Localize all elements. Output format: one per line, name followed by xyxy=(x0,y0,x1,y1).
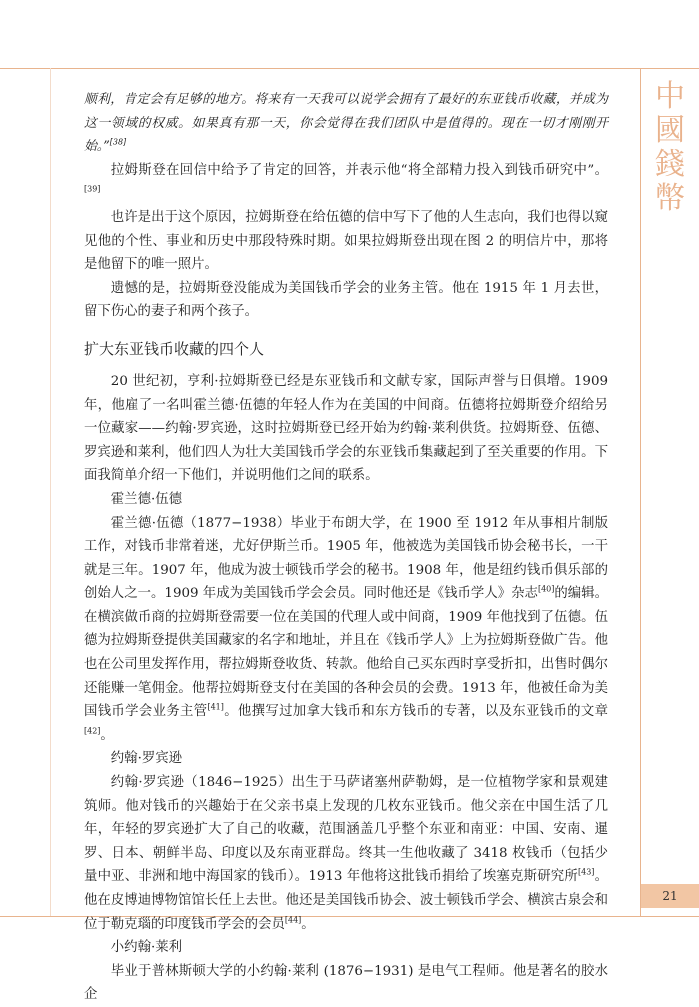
subheading-wood: 霍兰德·伍德 xyxy=(110,491,183,507)
side-title xyxy=(647,80,693,216)
page-body xyxy=(84,88,608,1007)
page-number: 21 xyxy=(662,889,678,903)
paragraph-3: 遗憾的是，拉姆斯登没能成为美国钱币学会的业务主管。他在 1915 年 1 月去世，留下伤心的妻子和两个孩子。 xyxy=(84,280,608,320)
footnote-ref: [43] xyxy=(577,867,595,877)
paragraph-2: 也许是出于这个原因，拉姆斯登在给伍德的信中写下了他的人生志向，我们也得以窥见他的个性、事业和历史中那段特殊时期。如果拉姆斯登出现在图 2 的明信片中，那将是他留下的唯一照片。 xyxy=(84,209,608,273)
side-title-char-4: 幣 xyxy=(655,181,685,216)
footnote-ref: [39] xyxy=(84,184,101,194)
footnote-ref: [42] xyxy=(84,726,101,736)
side-title-char-3: 錢 xyxy=(655,147,685,182)
paragraph-6-text-b: 。他在皮博迪博物馆馆长任上去世。他还是美国钱币协会、波士顿钱币学会、横滨古泉会和位于勒克瑙的印度钱币学会的会员 xyxy=(84,869,608,932)
footnote-ref: [41] xyxy=(207,702,224,712)
paragraph-5 xyxy=(84,512,608,748)
right-margin-rule xyxy=(640,68,641,916)
paragraph-4: 20 世纪初，亨利·拉姆斯登已经是东亚钱币和文献专家，国际声誉与日俱增。1909 年，他雇了一名叫霍兰德·伍德的年轻人作为在美国的中间商。伍德将拉姆斯登介绍给另一位藏家——约翰·罗宾逊，这时拉姆斯登已经开始为约翰·莱利供货。拉姆斯登、伍德、罗宾逊和莱利，他们四人为壮大美国钱币学会的东亚钱币集藏起到了至关重要的作用。下面我简单介绍一下他们，并说明他们之间的联系。 xyxy=(84,373,608,484)
paragraph-5-text-a: 霍兰德·伍德（1877−1938）毕业于布朗大学，在 1900 至 1912 年从事相片制版工作，对钱币非常着迷，尤好伊斯兰币。1905 年，他被选为美国钱币协会秘书长，一干就是三年。1907 年，他成为波士顿钱币学会的秘书。1908 年，他是纽约钱币俱乐部的创始人之一。1909 年成为美国钱币学会会员。同时他还是《钱币学人》杂志 xyxy=(84,515,608,602)
paragraph-5-text-b: 的编辑。在横滨做币商的拉姆斯登需要一位在美国的代理人或中间商，1909 年他找到了伍德。伍德为拉姆斯登提供美国藏家的名字和地址，并且在《钱币学人》上为拉姆斯登做广告。他也在公司里发挥作用，帮拉姆斯登收货、转款。他给自己买东西时享受折扣，出售时偶尔还能赚一笔佣金。他帮拉姆斯登支付在美国的各种会员的会费。1913 年，他被任命为美国钱币学会业务主管 xyxy=(84,586,608,720)
subheading-reilly: 小约翰·莱利 xyxy=(110,940,183,956)
side-title-char-1: 中 xyxy=(655,79,685,114)
footnote-ref: [38] xyxy=(109,137,127,147)
subheading-robinson: 约翰·罗宾逊 xyxy=(110,751,183,767)
paragraph-5-text-c: 。他撰写过加拿大钱币和东方钱币的专著，以及东亚钱币的文章 xyxy=(223,704,609,720)
paragraph-5-text-d: 。 xyxy=(100,727,114,743)
side-title-char-2: 國 xyxy=(655,113,685,148)
top-rule xyxy=(0,68,699,69)
paragraph-7: 毕业于普林斯顿大学的小约翰·莱利 (1876−1931) 是电气工程师。他是著名的胶水企 xyxy=(84,963,608,1003)
paragraph-1-text: 拉姆斯登在回信中给予了肯定的回答，并表示他“将全部精力投入到钱币研究中”。 xyxy=(110,162,608,178)
paragraph-6-text-a: 约翰·罗宾逊（1846−1925）出生于马萨诸塞州萨勒姆，是一位植物学家和景观建筑师。他对钱币的兴趣始于在父亲书桌上发现的几枚东亚钱币。他父亲在中国生活了几年，年轻的罗宾逊扩大了自己的收藏，范围涵盖几乎整个东亚和南亚：中国、安南、暹罗、日本、朝鲜半岛、印度以及东南亚群岛。终其一生他收藏了 3418 枚钱币（包括少量中亚、非洲和地中海国家的钱币）。1913 年他将这批钱币捐给了埃塞克斯研究所 xyxy=(84,775,608,885)
paragraph-6 xyxy=(84,771,608,936)
footnote-ref: [44] xyxy=(284,915,302,925)
paragraph-6-text-c: 。 xyxy=(301,916,315,932)
footnote-ref: [40] xyxy=(537,584,555,594)
section-heading: 扩大东亚钱币收藏的四个人 xyxy=(84,339,265,358)
paragraph-1 xyxy=(84,159,608,206)
quote-text: 顺利，肯定会有足够的地方。将来有一天我可以说学会拥有了最好的东亚钱币收藏，并成为这一领域的权威。如果真有那一天，你会觉得在我们团队中是值得的。现在一切才刚刚开始。” xyxy=(84,92,608,155)
left-margin-rule xyxy=(50,68,51,916)
quote-paragraph xyxy=(84,88,608,159)
